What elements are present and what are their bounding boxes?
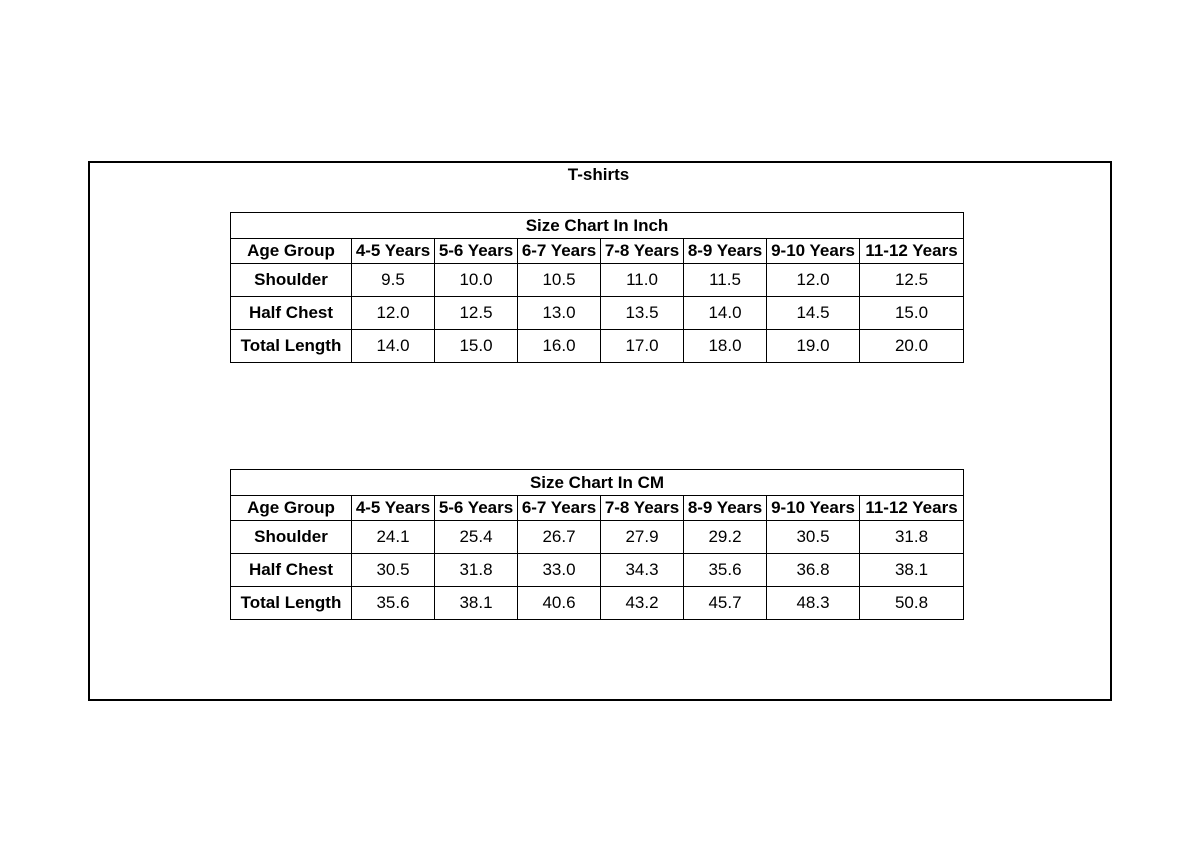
table-cell: 10.0 <box>435 264 518 297</box>
size-chart-cm-table <box>230 469 964 620</box>
row-label: Shoulder <box>231 521 352 554</box>
table-cell: 14.0 <box>352 330 435 363</box>
row-label: Total Length <box>231 330 352 363</box>
table-cell: 10.5 <box>518 264 601 297</box>
table-cell: 15.0 <box>435 330 518 363</box>
column-header: 4-5 Years <box>352 239 435 264</box>
table-caption: Size Chart In CM <box>231 470 964 496</box>
table-caption: Size Chart In Inch <box>231 213 964 239</box>
table-cell: 34.3 <box>601 554 684 587</box>
table-row <box>231 330 964 363</box>
table-header-row <box>231 239 964 264</box>
table-cell: 9.5 <box>352 264 435 297</box>
table-cell: 35.6 <box>684 554 767 587</box>
table-cell: 16.0 <box>518 330 601 363</box>
table-cell: 36.8 <box>767 554 860 587</box>
table-cell: 11.5 <box>684 264 767 297</box>
table-cell: 14.0 <box>684 297 767 330</box>
page-title: T-shirts <box>567 165 630 184</box>
table-cell: 25.4 <box>435 521 518 554</box>
table-cell: 13.5 <box>601 297 684 330</box>
table-cell: 33.0 <box>518 554 601 587</box>
table-cell: 12.0 <box>767 264 860 297</box>
column-header: Age Group <box>231 496 352 521</box>
row-label: Half Chest <box>231 554 352 587</box>
table-cell: 48.3 <box>767 587 860 620</box>
column-header: 11-12 Years <box>860 496 964 521</box>
table-cell: 20.0 <box>860 330 964 363</box>
table-cell: 40.6 <box>518 587 601 620</box>
table-cell: 12.0 <box>352 297 435 330</box>
table-cell: 11.0 <box>601 264 684 297</box>
column-header: 11-12 Years <box>860 239 964 264</box>
table-row <box>231 521 964 554</box>
table-cell: 30.5 <box>767 521 860 554</box>
table-cell: 43.2 <box>601 587 684 620</box>
table-cell: 24.1 <box>352 521 435 554</box>
table-cell: 26.7 <box>518 521 601 554</box>
column-header: 8-9 Years <box>684 239 767 264</box>
table-cell: 18.0 <box>684 330 767 363</box>
table-cell: 13.0 <box>518 297 601 330</box>
table-row <box>231 554 964 587</box>
column-header: 9-10 Years <box>767 496 860 521</box>
row-label: Half Chest <box>231 297 352 330</box>
table-cell: 29.2 <box>684 521 767 554</box>
table-row <box>231 264 964 297</box>
column-header: 5-6 Years <box>435 239 518 264</box>
column-header: 8-9 Years <box>684 496 767 521</box>
table-cell: 14.5 <box>767 297 860 330</box>
table-cell: 15.0 <box>860 297 964 330</box>
column-header: 4-5 Years <box>352 496 435 521</box>
column-header: 9-10 Years <box>767 239 860 264</box>
table-cell: 17.0 <box>601 330 684 363</box>
table-cell: 12.5 <box>860 264 964 297</box>
column-header: 7-8 Years <box>601 239 684 264</box>
table-cell: 45.7 <box>684 587 767 620</box>
column-header: Age Group <box>231 239 352 264</box>
table-header-row <box>231 496 964 521</box>
table-row <box>231 587 964 620</box>
table-cell: 35.6 <box>352 587 435 620</box>
column-header: 6-7 Years <box>518 239 601 264</box>
table-cell: 30.5 <box>352 554 435 587</box>
table-row <box>231 297 964 330</box>
table-cell: 38.1 <box>860 554 964 587</box>
table-cell: 27.9 <box>601 521 684 554</box>
column-header: 5-6 Years <box>435 496 518 521</box>
row-label: Total Length <box>231 587 352 620</box>
table-cell: 38.1 <box>435 587 518 620</box>
table-cell: 50.8 <box>860 587 964 620</box>
column-header: 7-8 Years <box>601 496 684 521</box>
table-cell: 19.0 <box>767 330 860 363</box>
column-header: 6-7 Years <box>518 496 601 521</box>
size-chart-inch-table <box>230 212 964 363</box>
table-cell: 31.8 <box>435 554 518 587</box>
table-cell: 31.8 <box>860 521 964 554</box>
row-label: Shoulder <box>231 264 352 297</box>
table-cell: 12.5 <box>435 297 518 330</box>
